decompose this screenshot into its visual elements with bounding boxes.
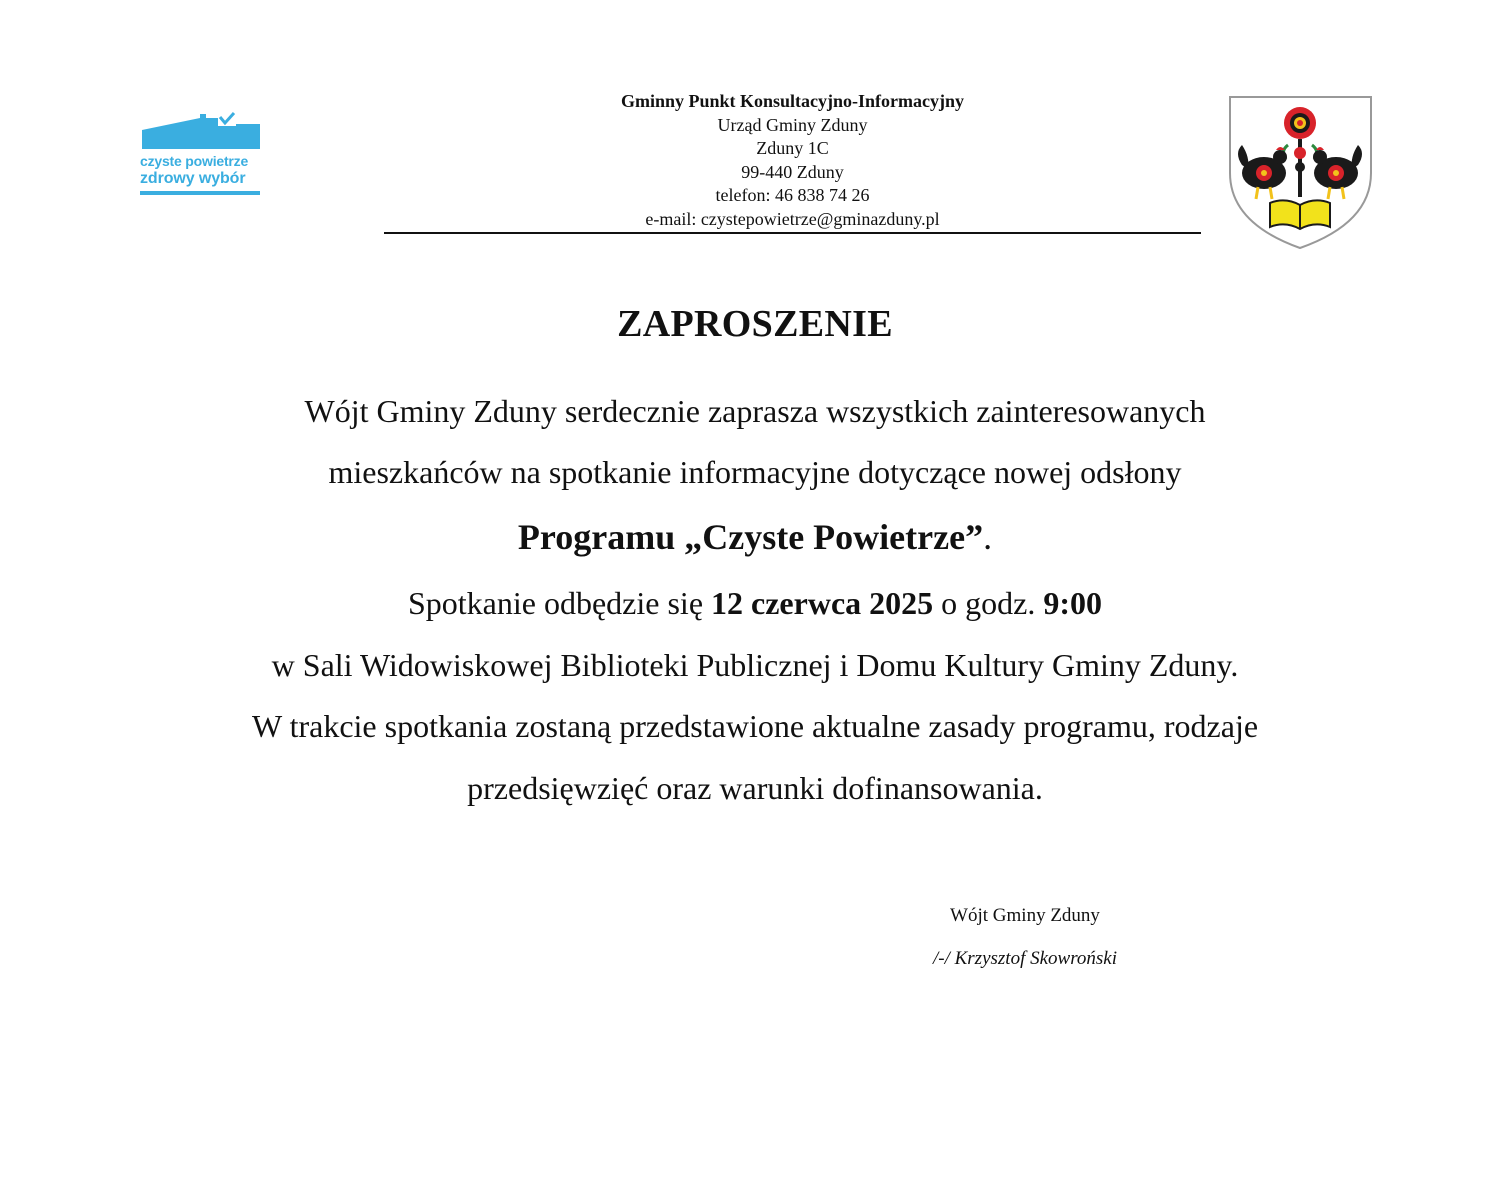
meeting-intro: Spotkanie odbędzie się xyxy=(407,585,712,621)
logo-underline xyxy=(140,191,260,195)
meeting-time-intro: o godz. xyxy=(933,585,1044,621)
program-period: . xyxy=(983,517,993,557)
header-divider xyxy=(384,232,1201,234)
meeting-info-line-1: W trakcie spotkania zostaną przedstawione aktualne zasady programu, rodzaje xyxy=(251,708,1259,744)
invitation-line-2: mieszkańców na spotkanie informacyjne dotyczące nowej odsłony xyxy=(328,454,1182,490)
meeting-datetime-line xyxy=(0,585,1500,622)
page-title: ZAPROSZENIE xyxy=(617,303,893,345)
office-name: Urząd Gminy Zduny xyxy=(717,114,868,135)
logo-line-1: czyste powietrze xyxy=(140,153,249,169)
meeting-info-line-2: przedsięwzięć oraz warunki dofinansowania. xyxy=(467,770,1043,806)
postal-address: 99-440 Zduny xyxy=(741,161,844,182)
street-address: Zduny 1C xyxy=(756,138,829,158)
program-name: Programu „Czyste Powietrze” xyxy=(517,517,984,557)
meeting-time: 9:00 xyxy=(1043,585,1102,621)
meeting-date: 12 czerwca 2025 xyxy=(711,585,934,621)
coat-of-arms-roosters-book-icon xyxy=(1228,95,1373,250)
logo-line-2: zdrowy wybór xyxy=(140,170,246,187)
meeting-location: w Sali Widowiskowej Biblioteki Publicznej i Domu Kultury Gminy Zduny. xyxy=(271,647,1239,683)
czyste-powietrze-logo xyxy=(138,112,264,202)
invitation-line-1: Wójt Gminy Zduny serdecznie zaprasza wszystkich zainteresowanych xyxy=(304,393,1206,429)
program-name-line xyxy=(0,516,1500,558)
phone-number: telefon: 46 838 74 26 xyxy=(715,185,870,205)
organization-name: Gminny Punkt Konsultacyjno-Informacyjny xyxy=(620,91,965,111)
signature-role: Wójt Gminy Zduny xyxy=(950,905,1100,926)
signature-name: /-/ Krzysztof Skowroński xyxy=(932,948,1118,969)
contact-header xyxy=(384,90,1201,231)
house-checkmark-icon xyxy=(138,112,264,152)
email-address: e-mail: czystepowietrze@gminazduny.pl xyxy=(645,208,940,229)
